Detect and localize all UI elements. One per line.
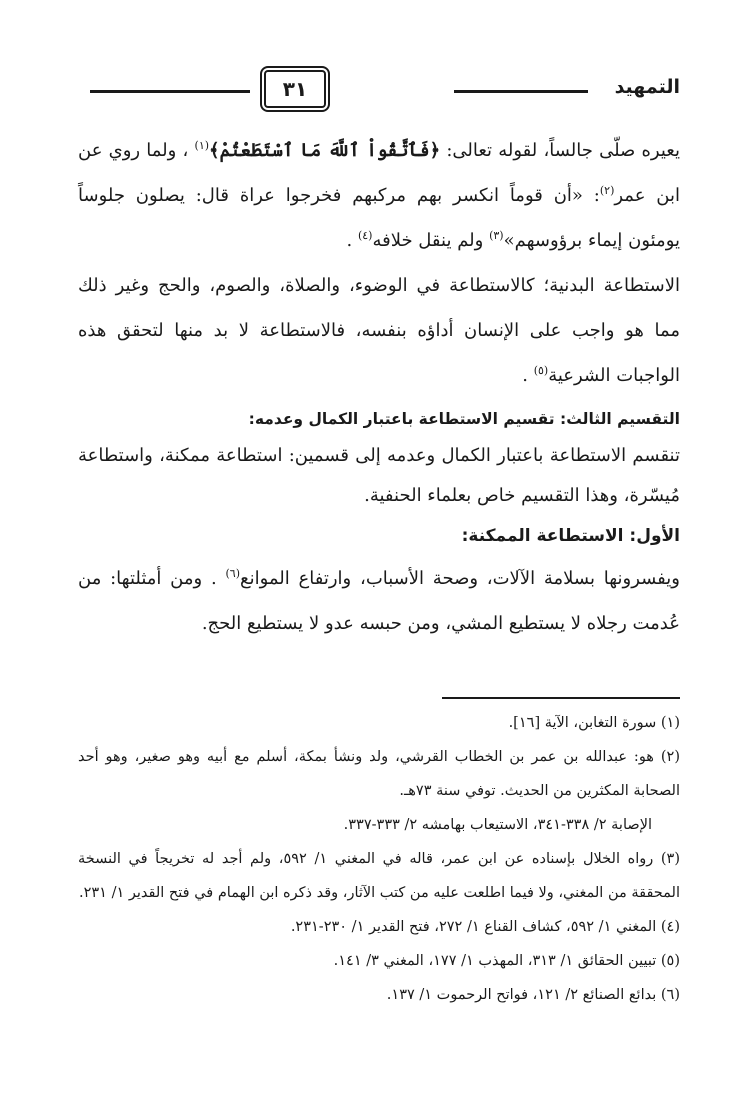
footnote-ref: (١): [194, 139, 210, 152]
footnote: (٥) تبيين الحقائق ١/ ٣١٣، المهذب ١/ ١٧٧، المغني ٣/ ١٤١.: [333, 953, 680, 969]
footnote-continuation: الإصابة ٢/ ٣٣٨-٣٤١، الاستيعاب بهامشه ٢/ ٣٣٣-٣٣٧.: [343, 817, 652, 833]
footnote: (٢) هو: عبدالله بن عمر بن الخطاب القرشي، ولد ونشأ بمكة، أسلم مع أبيه وهو صغير، وهو أحد الصحابة المكثرين من الحديث. توفي سنة ٧٣هـ.: [78, 749, 680, 799]
paragraph-4: ويفسرونها بسلامة الآلات، وصحة الأسباب، وارتفاع الموانع$^{(٦)}$ . ومن أمثلتها: من عُدمت رجلاه لا يستطيع المشي، ومن حبسه عدو لا يستطيع الحج.: [78, 567, 680, 634]
paragraph-1: يعيره صلّى جالساً، لقوله تعالى: ﴿فَٱتَّقُواْ ٱللَّهَ مَا ٱسْتَطَعْتُمْ﴾$^{(١)}$ ، ولما روي عن ابن عمر$^{(٢)}$: «أن قوماً انكسر بهم مركبهم فخرجوا عراة قال: يصلون جلوساً يومئون إيماء برؤوسهم»$^{(٣)}$ ولم ينقل خلافه$^{(٤)}$ .: [78, 139, 680, 251]
page-number-box: ٣١: [264, 70, 326, 108]
book-page: [78, 0, 680, 1117]
footnote: (٦) بدائع الصنائع ٢/ ١٢١، فواتح الرحموت ١/ ١٣٧.: [386, 987, 680, 1003]
paragraph-3: تنقسم الاستطاعة باعتبار الكمال وعدمه إلى قسمين: استطاعة ممكنة، واستطاعة مُيسّرة، وهذا التقسيم خاص بعلماء الحنفية.: [78, 445, 680, 506]
section-heading: التقسيم الثالث: تقسيم الاستطاعة باعتبار الكمال وعدمه:: [248, 410, 680, 428]
footnote-ref: (٤): [357, 229, 373, 242]
footnote-ref: (٥): [533, 364, 549, 377]
header-rule-left: [90, 90, 250, 93]
footnote-separator: [442, 697, 680, 699]
footnote: (٣) رواه الخلال بإسناده عن ابن عمر، قاله في المغني ١/ ٥٩٢، ولم أجد له تخريجاً في النسخة المحققة من المغني، ولا فيما اطلعت عليه من كتب الآثار، وقد ذكره ابن الهمام في فتح القدير ١/ ٢٣١.: [78, 851, 680, 901]
footnote: (٤) المغني ١/ ٥٩٢، كشاف القناع ١/ ٢٧٢، فتح القدير ١/ ٢٣٠-٢٣١.: [290, 919, 680, 935]
footnote-ref: (٣): [489, 229, 504, 242]
page-header: [78, 64, 680, 114]
paragraph-2: الاستطاعة البدنية؛ كالاستطاعة في الوضوء، والصلاة، والصوم، والحج وغير ذلك مما هو واجب على الإنسان أداؤه بنفسه، فالاستطاعة لا بد منها لتحقق هذه الواجبات الشرعية$^{(٥)}$ .: [78, 275, 680, 386]
subsection-heading: الأول: الاستطاعة الممكنة:: [461, 526, 680, 546]
footnote-ref: (٦): [225, 567, 240, 580]
footnote: (١) سورة التغابن، الآية [١٦].: [508, 715, 680, 731]
footnotes: [78, 706, 680, 1012]
main-text: [78, 128, 680, 646]
quran-verse: ﴿فَٱتَّقُواْ ٱللَّهَ مَا ٱسْتَطَعْتُمْ﴾: [209, 140, 441, 161]
header-rule-right: [454, 90, 588, 93]
chapter-title: التمهيد: [614, 76, 680, 98]
footnote-ref: (٢): [599, 184, 615, 197]
